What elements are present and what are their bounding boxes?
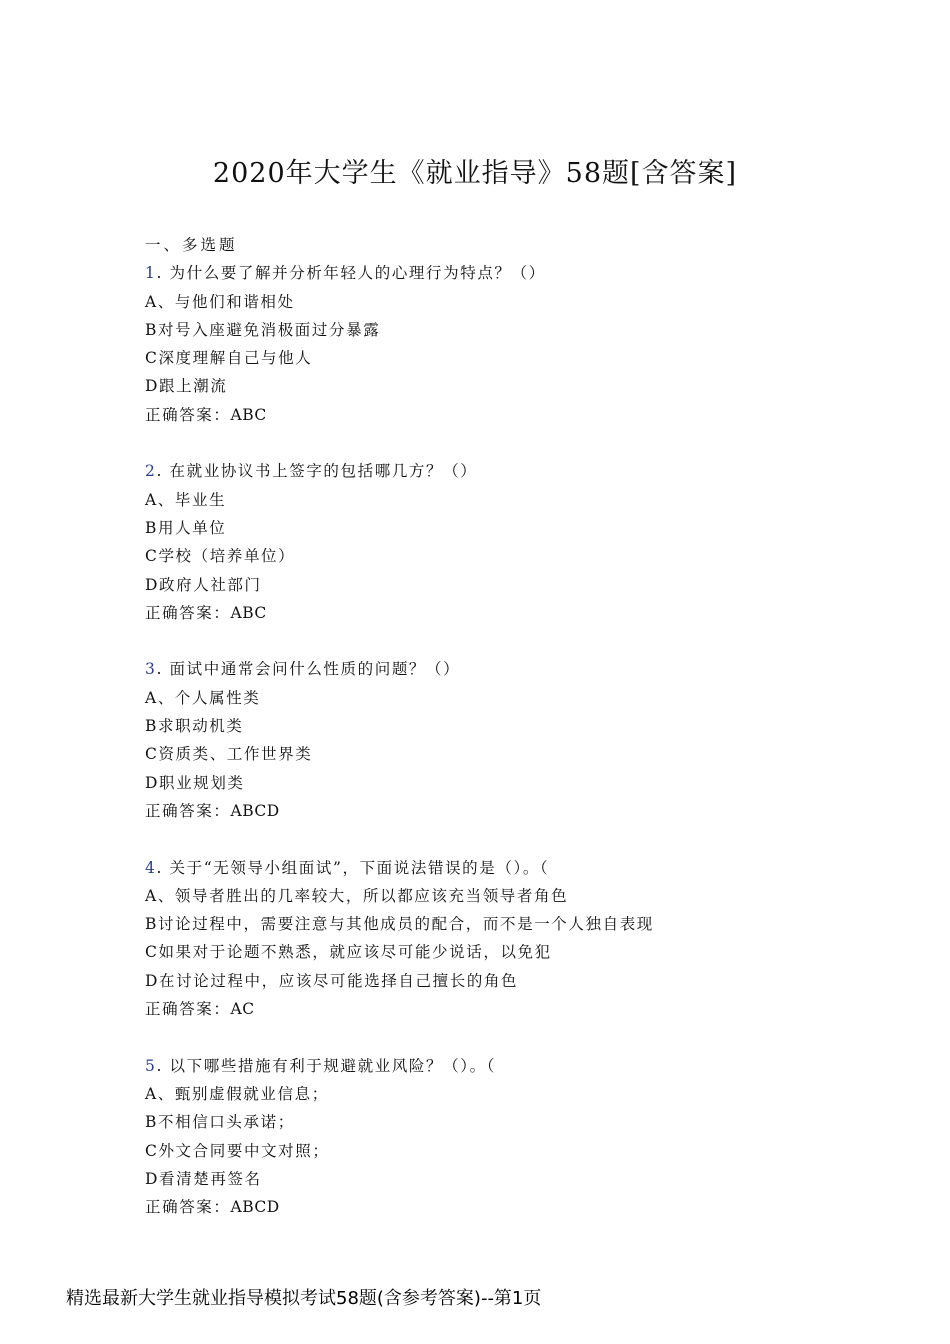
question-text: 面试中通常会问什么性质的问题？（） — [169, 660, 461, 679]
option-b: B不相信口头承诺； — [145, 1113, 295, 1132]
section-heading: 一、多选题 — [145, 236, 238, 254]
question-number: 1 — [145, 264, 157, 283]
option-d: D看清楚再签名 — [145, 1169, 262, 1188]
option-a: A、个人属性类 — [145, 688, 261, 707]
question-stem — [145, 457, 905, 485]
option-a: A、与他们和谐相处 — [145, 292, 295, 311]
answer-line — [145, 401, 905, 429]
question-stem — [145, 854, 905, 882]
option-a: A、毕业生 — [145, 490, 227, 509]
question-stem — [145, 1052, 905, 1080]
question-text: 为什么要了解并分析年轻人的心理行为特点？（） — [169, 264, 546, 283]
question-5 — [145, 1052, 905, 1222]
question-number-separator: . — [156, 1056, 163, 1075]
question-number: 3 — [145, 660, 157, 679]
option-b: B对号入座避免消极面过分暴露 — [145, 320, 381, 339]
option-b: B讨论过程中，需要注意与其他成员的配合，而不是一个人独自表现 — [145, 915, 654, 934]
question-text: 在就业协议书上签字的包括哪几方？（） — [169, 462, 478, 481]
question-number: 2 — [145, 462, 157, 481]
answer-prefix: 正确答案： — [145, 405, 231, 424]
answer-prefix: 正确答案： — [145, 801, 231, 820]
answer-prefix: 正确答案： — [145, 1198, 231, 1217]
option-c: C资质类、工作世界类 — [145, 745, 313, 764]
answer-line — [145, 995, 905, 1023]
page-footer: 精选最新大学生就业指导模拟考试58题(含参考答案)--第1页 — [66, 1288, 542, 1309]
question-stem — [145, 259, 905, 287]
question-text: 以下哪些措施有利于规避就业风险？（）。（ — [169, 1056, 497, 1075]
answer-value: ABCD — [230, 801, 280, 820]
question-text: 关于“无领导小组面试”，下面说法错误的是（）。（ — [169, 858, 550, 877]
option-d: D跟上潮流 — [145, 377, 228, 396]
question-1 — [145, 259, 905, 429]
question-number-separator: . — [156, 660, 163, 679]
question-number-separator: . — [156, 858, 163, 877]
document-body — [145, 231, 905, 1250]
answer-value: ABC — [230, 603, 267, 622]
page-title: 2020年大学生《就业指导》58题[含答案] — [212, 158, 738, 189]
answer-prefix: 正确答案： — [145, 603, 231, 622]
question-4 — [145, 854, 905, 1024]
option-c: C如果对于论题不熟悉，就应该尽可能少说话，以免犯 — [145, 943, 552, 962]
answer-line — [145, 599, 905, 627]
option-b: B求职动机类 — [145, 717, 244, 736]
option-c: C学校（培养单位） — [145, 547, 296, 566]
question-number: 4 — [145, 858, 157, 877]
option-d: D政府人社部门 — [145, 575, 262, 594]
option-d: D在讨论过程中，应该尽可能选择自己擅长的角色 — [145, 971, 519, 990]
question-number-separator: . — [156, 462, 163, 481]
answer-line — [145, 1193, 905, 1221]
question-number-separator: . — [156, 264, 163, 283]
answer-prefix: 正确答案： — [145, 1000, 231, 1019]
option-b: B用人单位 — [145, 518, 227, 537]
option-c: C外文合同要中文对照； — [145, 1141, 330, 1160]
question-3 — [145, 655, 905, 825]
answer-value: AC — [230, 1000, 255, 1019]
option-c: C深度理解自己与他人 — [145, 349, 313, 368]
answer-line — [145, 797, 905, 825]
option-a: A、甄别虚假就业信息； — [145, 1084, 329, 1103]
question-2 — [145, 457, 905, 627]
answer-value: ABCD — [230, 1198, 280, 1217]
option-d: D职业规划类 — [145, 773, 245, 792]
option-a: A、领导者胜出的几率较大，所以都应该充当领导者角色 — [145, 886, 569, 905]
question-number: 5 — [145, 1056, 157, 1075]
question-stem — [145, 655, 905, 683]
answer-value: ABC — [230, 405, 267, 424]
